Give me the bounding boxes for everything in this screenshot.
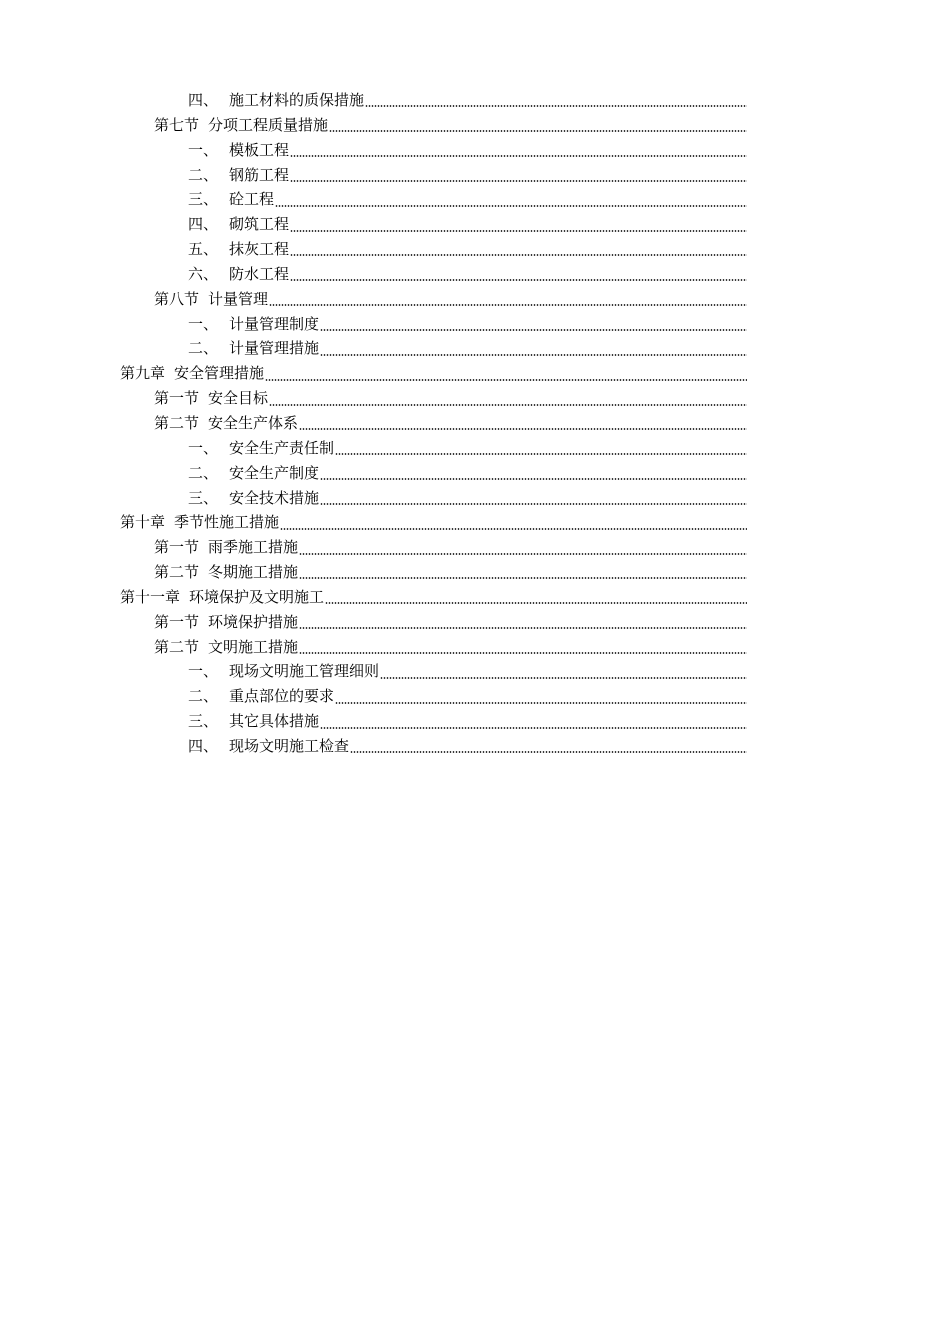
dot-leader xyxy=(350,751,747,753)
toc-entry-title: 雨季施工措施 xyxy=(208,538,299,557)
dot-leader xyxy=(290,155,747,157)
toc-entry-number: 第一节 xyxy=(154,612,200,631)
toc-entry[interactable] xyxy=(0,411,747,436)
toc-entry-title: 安全技术措施 xyxy=(229,488,320,507)
toc-entry-title: 现场文明施工管理细则 xyxy=(229,662,380,681)
toc-entry[interactable] xyxy=(0,684,747,709)
toc-entry[interactable] xyxy=(0,88,747,113)
toc-entry-number: 一、 xyxy=(188,438,219,457)
toc-entry[interactable] xyxy=(0,113,747,138)
toc-entry-number: 第九章 xyxy=(120,364,166,383)
toc-entry-number: 二、 xyxy=(188,165,219,184)
dot-leader xyxy=(299,553,747,555)
toc-entry-number: 第二节 xyxy=(154,637,200,656)
toc-entry[interactable] xyxy=(0,287,747,312)
toc-entry-number: 一、 xyxy=(188,140,219,159)
toc-entry[interactable] xyxy=(0,535,747,560)
toc-entry[interactable] xyxy=(0,187,747,212)
toc-entry[interactable] xyxy=(0,659,747,684)
toc-entry-title: 计量管理 xyxy=(208,289,269,308)
dot-leader xyxy=(320,354,747,356)
dot-leader xyxy=(299,428,747,430)
dot-leader xyxy=(325,602,747,604)
toc-entry-title: 现场文明施工检查 xyxy=(229,736,350,755)
toc-entry[interactable] xyxy=(0,436,747,461)
toc-entry-number: 五、 xyxy=(188,240,219,259)
toc-entry-title: 砌筑工程 xyxy=(229,215,290,234)
dot-leader xyxy=(320,478,747,480)
toc-entry[interactable] xyxy=(0,312,747,337)
toc-entry-title: 文明施工措施 xyxy=(208,637,299,656)
dot-leader xyxy=(265,379,747,381)
toc-entry[interactable] xyxy=(0,212,747,237)
toc-entry-number: 二、 xyxy=(188,687,219,706)
dot-leader xyxy=(299,577,747,579)
dot-leader xyxy=(290,180,747,182)
toc-entry[interactable] xyxy=(0,237,747,262)
toc-entry-title: 冬期施工措施 xyxy=(208,563,299,582)
toc-entry-title: 安全生产责任制 xyxy=(229,438,335,457)
toc-entry-number: 四、 xyxy=(188,215,219,234)
toc-entry-number: 第二节 xyxy=(154,563,200,582)
toc-entry-title: 防水工程 xyxy=(229,264,290,283)
toc-entry-title: 施工材料的质保措施 xyxy=(229,91,365,109)
dot-leader xyxy=(280,528,747,530)
toc-entry[interactable] xyxy=(0,560,747,585)
toc-entry-number: 第一节 xyxy=(154,389,200,408)
toc-entry[interactable] xyxy=(0,734,747,759)
toc-entry-number: 四、 xyxy=(188,91,219,109)
toc-entry-number: 六、 xyxy=(188,264,219,283)
toc-entry[interactable] xyxy=(0,486,747,511)
dot-leader xyxy=(320,503,747,505)
toc-entry[interactable] xyxy=(0,361,747,386)
dot-leader xyxy=(320,727,747,729)
dot-leader xyxy=(380,677,747,679)
dot-leader xyxy=(269,404,747,406)
toc-entry-title: 安全生产制度 xyxy=(229,463,320,482)
dot-leader xyxy=(290,254,747,256)
dot-leader xyxy=(329,130,747,132)
dot-leader xyxy=(335,702,747,704)
dot-leader xyxy=(299,627,747,629)
toc-entry[interactable] xyxy=(0,461,747,486)
dot-leader xyxy=(275,205,747,207)
toc-entry-title: 模板工程 xyxy=(229,140,290,159)
toc-entry-number: 第一节 xyxy=(154,538,200,557)
toc-entry-title: 计量管理措施 xyxy=(229,339,320,358)
toc-entry-number: 三、 xyxy=(188,190,219,209)
dot-leader xyxy=(290,279,747,281)
toc-entry-number: 三、 xyxy=(188,488,219,507)
toc-entry[interactable] xyxy=(0,163,747,188)
toc-entry-number: 第十章 xyxy=(120,513,166,532)
toc-entry[interactable] xyxy=(0,635,747,660)
dot-leader xyxy=(269,304,747,306)
dot-leader xyxy=(299,652,747,654)
toc-entry-title: 砼工程 xyxy=(229,190,275,209)
toc-entry-number: 二、 xyxy=(188,463,219,482)
dot-leader xyxy=(335,453,747,455)
toc-entry-title: 钢筋工程 xyxy=(229,165,290,184)
table-of-contents xyxy=(0,88,950,759)
toc-entry[interactable] xyxy=(0,138,747,163)
toc-entry-title: 抹灰工程 xyxy=(229,240,290,259)
toc-entry-number: 第二节 xyxy=(154,413,200,432)
toc-entry-title: 安全目标 xyxy=(208,389,269,408)
toc-entry[interactable] xyxy=(0,262,747,287)
toc-entry-title: 分项工程质量措施 xyxy=(208,115,329,134)
toc-entry-title: 重点部位的要求 xyxy=(229,687,335,706)
dot-leader xyxy=(290,230,747,232)
toc-entry-number: 四、 xyxy=(188,736,219,755)
toc-entry-number: 第七节 xyxy=(154,115,200,134)
toc-entry-title: 其它具体措施 xyxy=(229,712,320,731)
toc-entry-number: 第八节 xyxy=(154,289,200,308)
toc-entry-number: 一、 xyxy=(188,314,219,333)
toc-entry-title: 环境保护措施 xyxy=(208,612,299,631)
toc-entry-number: 一、 xyxy=(188,662,219,681)
toc-entry-title: 环境保护及文明施工 xyxy=(189,587,325,606)
toc-entry-title: 安全生产体系 xyxy=(208,413,299,432)
toc-entry-title: 季节性施工措施 xyxy=(174,513,280,532)
toc-entry[interactable] xyxy=(0,610,747,635)
toc-entry[interactable] xyxy=(0,709,747,734)
toc-entry[interactable] xyxy=(0,386,747,411)
toc-entry-number: 第十一章 xyxy=(120,587,181,606)
toc-entry-number: 三、 xyxy=(188,712,219,731)
toc-entry-number: 二、 xyxy=(188,339,219,358)
toc-entry-title: 安全管理措施 xyxy=(174,364,265,383)
toc-entry[interactable] xyxy=(0,510,747,535)
toc-entry[interactable] xyxy=(0,336,747,361)
dot-leader xyxy=(365,105,747,107)
dot-leader xyxy=(320,329,747,331)
toc-entry[interactable] xyxy=(0,585,747,610)
toc-entry-title: 计量管理制度 xyxy=(229,314,320,333)
